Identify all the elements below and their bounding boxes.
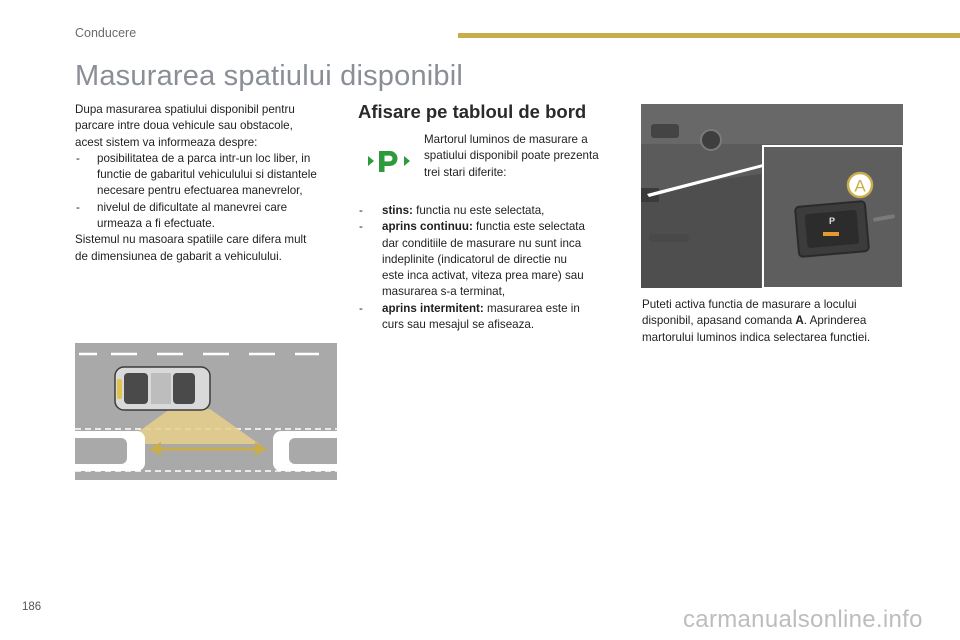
bullet-dash: -	[359, 220, 363, 234]
state-text: masurarea este in	[483, 301, 580, 315]
state-label: aprins continuu:	[382, 220, 473, 234]
button-glyph: P	[828, 216, 836, 226]
command-label: A	[795, 314, 804, 328]
state-text: este inca activat, viteza prea mare) sau	[382, 269, 584, 283]
intro-bullet	[75, 200, 343, 233]
intro-text	[75, 102, 343, 265]
activate-line: martorului luminos indica selectarea functiei.	[642, 330, 871, 344]
section-header: Conducere	[75, 26, 137, 40]
car-top-view	[115, 367, 210, 410]
state-text: masurarea s-a terminat,	[382, 285, 506, 299]
activate-line: . Aprinderea	[803, 314, 867, 328]
state-text: indeplinite (indicatorul de directie nu	[382, 252, 567, 266]
state-item-flashing	[358, 301, 618, 334]
indicator-line: spatiului disponibil poate prezenta	[424, 149, 599, 163]
header-accent-bar	[458, 33, 960, 38]
dashboard-button-illustration	[641, 104, 903, 288]
intro-line: Dupa masurarea spatiului disponibil pentru	[75, 103, 295, 116]
state-text: functia este selectata	[472, 220, 585, 234]
watermark: carmanualsonline.info	[683, 606, 923, 633]
state-text: curs sau mesajul se afiseaza.	[382, 318, 535, 332]
bullet-dash: -	[76, 200, 80, 214]
park-assist-indicator-icon	[366, 147, 412, 175]
indicator-line: trei stari diferite:	[424, 165, 507, 179]
activate-description	[642, 297, 904, 346]
intro-line: parcare intre doua vehicule sau obstacole,	[75, 119, 293, 133]
state-item-steady	[358, 219, 618, 300]
bullet-line: functie de gabaritul vehiculului si distantele	[97, 168, 317, 182]
indicator-states-list	[358, 203, 618, 333]
bullet-dash: -	[76, 151, 80, 165]
state-item-off	[358, 203, 618, 219]
intro-line: Sistemul nu masoara spatiile care difera mult	[75, 233, 307, 247]
intro-bullet	[75, 151, 343, 200]
intro-line: de dimensiunea de gabarit a vehiculului.	[75, 249, 282, 263]
section-heading: Afisare pe tabloul de bord	[358, 101, 587, 122]
intro-line: acest sistem va informeaza despre:	[75, 135, 258, 149]
bullet-line: nivelul de dificultate al manevrei care	[97, 200, 288, 214]
state-text: functia nu este selectata,	[412, 204, 545, 217]
indicator-description	[424, 132, 614, 181]
bullet-line: necesare pentru efectuarea manevrelor,	[97, 184, 303, 198]
state-label: stins:	[382, 204, 413, 217]
activate-line: Puteti activa functia de masurare a locului	[642, 298, 857, 311]
activate-line: disponibil, apasand comanda	[642, 314, 796, 328]
page-number: 186	[22, 601, 42, 613]
page-title: Masurarea spatiului disponibil	[75, 60, 464, 92]
state-label: aprins intermitent:	[382, 301, 484, 315]
indicator-line: Martorul luminos de masurare a	[424, 133, 588, 146]
bullet-line: urmeaza a fi efectuate.	[97, 217, 215, 231]
parking-space-illustration	[75, 343, 337, 480]
bullet-dash: -	[359, 204, 363, 217]
command-letter: A	[854, 176, 866, 196]
bullet-dash: -	[359, 301, 363, 315]
state-text: dar conditiile de masurare nu sunt inca	[382, 236, 582, 250]
bullet-line: posibilitatea de a parca intr-un loc liber, in	[97, 151, 311, 165]
